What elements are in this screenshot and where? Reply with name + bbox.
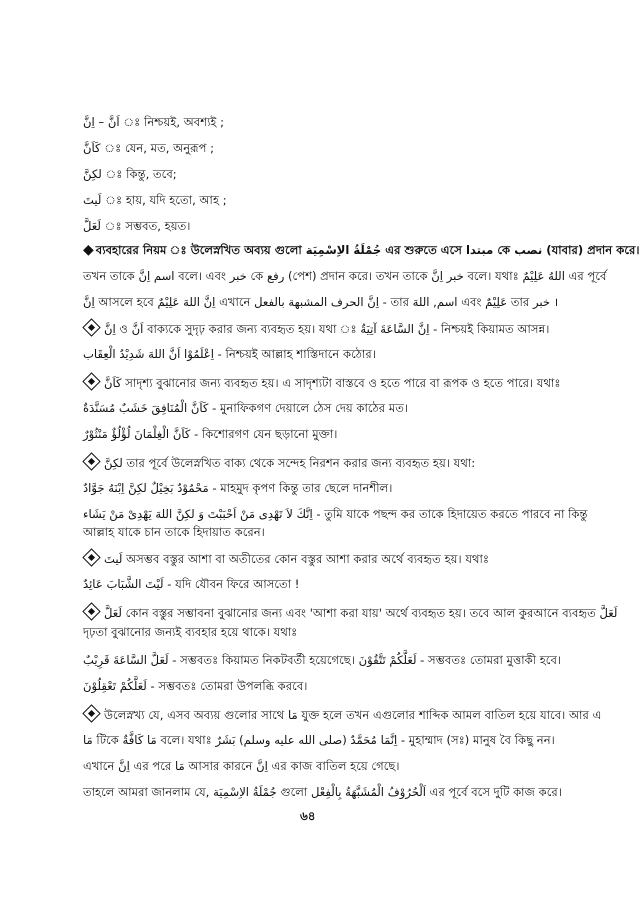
black-diamond-icon: ◆ [83, 242, 94, 258]
text-line-21: দৃঢ়তা বুঝানোর জন্যই ব্যবহার হয়ে থাকে। যথাঃ [83, 625, 298, 639]
text-line-10: اِعْلَمُوْا اَنَّ اللهَ شَدِيْدُ الْعِقَاب - নিশ্চয়ই আল্লাহ শাস্তিদানে কঠোর। [83, 347, 376, 361]
text-line-23: لَعَلَّكُمْ تَعْقِلُوْنَ - সম্ভবতঃ তোমরা উপলব্ধি করবে। [83, 679, 308, 693]
bullet-line-maa [83, 706, 602, 724]
bullet-line-lakinna [83, 454, 563, 472]
bullet-text: لكِنَّ তার পূর্বে উলেস্নখিত বাক্য থেকে সন্দেহ নিরশন করার জন্য ব্যবহৃত হয়। যথা: [104, 456, 476, 470]
diamond-bullet-icon [82, 704, 100, 722]
text-line-5: لَعَلَّ ঃ সম্ভবত, হয়ত। [83, 219, 191, 233]
bullet-text: كَاَنَّ সাদৃশ্য বুঝানোর জন্য ব্যবহৃত হয়। এ সাদৃশ্যটা বাস্তবে ও হতে পারে বা রূপক ও হতে পারে। যথাঃ [104, 376, 561, 390]
text-line-16: اِنَّكَ لاَ تَهْدِى مَنْ اَحْبَبْتَ وَ لكِنَّ اللهَ يَهْدِىْ مَنْ يَشَاء - তুমি যাকে পছন্দ কর তাকে হিদায়েত করতে পারবে না কিন্তু [83, 507, 588, 521]
text-line-25: مَا টিকে مَا كَافَّةٌ বলে। যথাঃ اِنَّمَا مُحَمَّدٌ (صلى الله عليه وسلم) بَشَرٌ - মুহাম্মাদ (সঃ) মানুষ বৈ কিছু নন। [83, 733, 555, 747]
text-line-22: لَعَلَّ السَّاعَةَ قَرِيْبٌ - সম্ভবতঃ কিয়ামত নিকটবর্তী হয়েগেছে। لَعَلَّكُمْ تَتَّقُوْنَ - সম্ভবতঃ তোমরা মুত্তাকী হবে। [83, 653, 562, 667]
diamond-bullet-icon [82, 452, 100, 470]
text-line-13: كَاَنَّ الْغِلْمَانَ لُؤْلُؤٌ مَنْثُوْرٌ - কিশোরগণ যেন ছড়ানো মুক্তা। [83, 427, 338, 441]
rule-heading-text: ব্যবহারের নিয়ম ঃ উলেস্নখিত অব্যয় গুলো جُمْلَةُ الاِسْمِيَة এর শুরুতে এসে مبتدا কে نصب (যাবার) প্রদান করে। [95, 243, 640, 257]
text-line-2: كَاَنَّ ঃ যেন, মত, অনুরূপ ; [83, 141, 215, 155]
diamond-bullet-icon [82, 318, 100, 336]
text-line-7: তখন তাকে اسم اِنَّ বলে। এবং خبر কে رفع (পেশ) প্রদান করে। তখন তাকে خبر اِنَّ বলে। যথাঃ اللهُ عَلِيْمٌ এর পূর্বে [83, 269, 607, 283]
bullet-line-kaanna [83, 374, 563, 392]
bullet-text: لَعَلَّ কোন বস্তুর সম্ভাবনা বুঝানোর জন্য এবং 'আশা করা যায়' অর্থে ব্যবহৃত হয়। তবে আল কুরআনে ব্যবহৃত لَعَلَّ [104, 606, 618, 620]
bullet-text: لَيتَ অসম্ভব বস্তুর আশা বা অতীতের কোন বস্তুর আশা করার অর্থে ব্যবহৃত হয়। যথাঃ [104, 552, 490, 566]
text-line-3: لكِنَّ ঃ কিন্তু, তবে; [83, 167, 177, 181]
bullet-text: উলেস্নখ্য যে, এসব অব্যয় গুলোর সাথে مَا যুক্ত হলে তখন এগুলোর শাব্দিক আমল বাতিল হয়ে যাবে। আর এ [104, 708, 602, 722]
page-number: ৬৪ [300, 809, 316, 823]
text-line-26: এখানে اِنَّ এর পরে مَا আসার কারনে اِنَّ এর কাজ বাতিল হয়ে গেছে। [83, 759, 400, 773]
text-line-4: لَيتَ ঃ হায়, যদি হতো, আহ ; [83, 193, 227, 207]
text-line-19: لَيْتَ الشَّبَابَ عَائِدٌ - যদি যৌবন ফিরে আসতো ! [83, 577, 300, 591]
bullet-line-inna [83, 320, 563, 338]
diamond-bullet-icon [82, 602, 100, 620]
bullet-line-laalla [83, 604, 618, 622]
text-line-8: اِنَّ আসলে হবে اِنَّ اللهَ عَلِيْمٌ এখানে اِنَّ الحرف المشبهة بالفعل - তার اسم, اللهَ এবং عَلِيْمٌ তার خبر । [83, 295, 559, 309]
diamond-bullet-icon [82, 372, 100, 390]
text-line-12: كَاَنَّ الْمُنَافِقَ خَشَبٌ مُسَنَّدَةٌ - মুনাফিকগণ দেয়ালে ঠেস দেয় কাঠের মত। [83, 401, 409, 415]
diamond-bullet-icon [82, 548, 100, 566]
text-line-15: مَحْمُوْدٌ بَخِيْلٌ لكِنَّ اِبْنَهُ جَوَّادٌ - মাহমুদ কৃপণ কিন্তু তার ছেলে দানশীল। [83, 481, 393, 495]
bullet-line-layta [83, 550, 563, 568]
rule-heading-line [83, 242, 640, 259]
bullet-text: اِنَّ ও اَنَّ বাক্যকে সুদৃঢ় করার জন্য ব্যবহৃত হয়। যথা ঃ اِنَّ السَّاعَةَ آتِيَةٌ - নিশ্চয়ই কিয়ামত আসন্ন। [104, 322, 550, 336]
text-line-27: তাহলে আমরা জানলাম যে, جُمْلَةُ الاِسْمِيَة গুলো اَلْحُرُوْفُ الْمُشَبَّهَةُ بِالْفِعْل এর পূর্বে বসে দুটি কাজ করে। [83, 785, 562, 799]
text-line-17: আল্লাহ যাকে চান তাকে হিদায়াত করেন। [83, 525, 265, 539]
text-line-1: اَنَّ – اِنَّ ঃ নিশ্চয়ই, অবশ্যই ; [83, 115, 225, 129]
